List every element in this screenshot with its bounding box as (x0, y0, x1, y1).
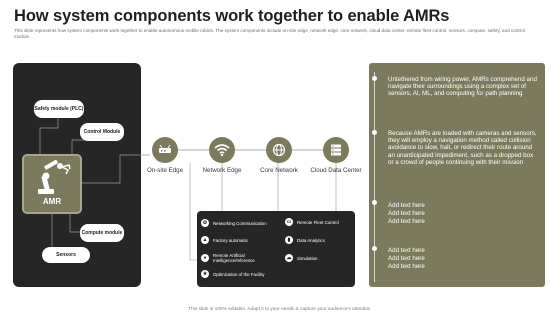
timeline-dot (372, 130, 377, 135)
amr-robot-box (22, 154, 82, 214)
ai-icon: ● (201, 254, 209, 262)
legend-item-analytics: ▮ Data Analytics (285, 236, 353, 244)
safety-module-node (34, 100, 84, 118)
cloud-data-center-circle (323, 137, 349, 163)
description-text-1: Untethered from wiring power, AMRs comprehend and navigate their surroundings using a complex set of sensors, AI, ML, and computing for path planning (388, 76, 537, 98)
on-site-edge-label: On-site Edge (146, 167, 184, 174)
robot-arm-icon (24, 158, 80, 198)
legend-item-optimization: ★ Optimization of the Facility (202, 270, 265, 277)
sensors-node (42, 247, 90, 263)
description-text-4: Add text here Add text here Add text here (388, 247, 425, 270)
timeline-dot (372, 76, 377, 81)
legend-item-factory: ▲ Factory automatic (202, 236, 248, 243)
network-edge-label: Network Edge (202, 167, 242, 174)
page-subtitle: This slide represents how system components work together to enable autonomous mobile robots. The system components include on-site edge, network edge, core network, cloud data center, remote fleet control, sensors, compute, safety, and control module. (14, 28, 525, 39)
timeline-dot (372, 200, 377, 205)
network-icon: ⚙ (202, 219, 208, 226)
core-network-label: Core Network (260, 167, 298, 174)
timeline-dot (372, 246, 377, 251)
compute-module-node (80, 224, 124, 242)
legend-item-networking: ⚙ Networking Communication (202, 219, 267, 226)
page-title: How system components work together to enable AMRs (14, 7, 450, 25)
factory-icon: ▲ (202, 236, 208, 243)
legend-item-ai: ● Remote Artificial Intelligence/Inference (201, 253, 283, 263)
sensors-label: Sensors (56, 252, 76, 258)
remote-icon: ▭ (286, 218, 292, 225)
router-icon (158, 143, 172, 157)
footer-note: This slide is 100% editable. Adapt it to your needs & capture your audience's attention. (188, 307, 372, 312)
server-icon (329, 143, 343, 157)
optimization-icon: ★ (202, 270, 208, 277)
on-site-edge-circle (152, 137, 178, 163)
description-text-3: Add text here Add text here Add text here (388, 202, 425, 225)
network-edge-circle (209, 137, 235, 163)
chart-icon: ▮ (285, 236, 293, 244)
control-module-node (80, 123, 124, 141)
compute-module-label: Compute module (81, 230, 123, 236)
legend-item-simulation: ☁ Simulation (286, 254, 318, 261)
amr-label: AMR (42, 197, 62, 206)
globe-icon (272, 143, 286, 157)
wifi-icon (214, 143, 230, 157)
description-text-2: Because AMRs are loaded with cameras and sensors, they will employ a navigation method called collision avoidance to slow, halt, or redirect their route around an unanticipated impediment, such as a dropped box or a crowd of people continuing with their mission (388, 130, 537, 166)
simulation-icon: ☁ (286, 254, 292, 261)
legend-item-remote-fleet: ▭ Remote Fleet Control (286, 218, 339, 225)
safety-module-label: Safety module (PLC) (34, 106, 84, 112)
core-network-circle (266, 137, 292, 163)
cloud-data-center-label: Cloud Data Center (310, 167, 362, 174)
control-module-label: Control Module (83, 129, 121, 135)
